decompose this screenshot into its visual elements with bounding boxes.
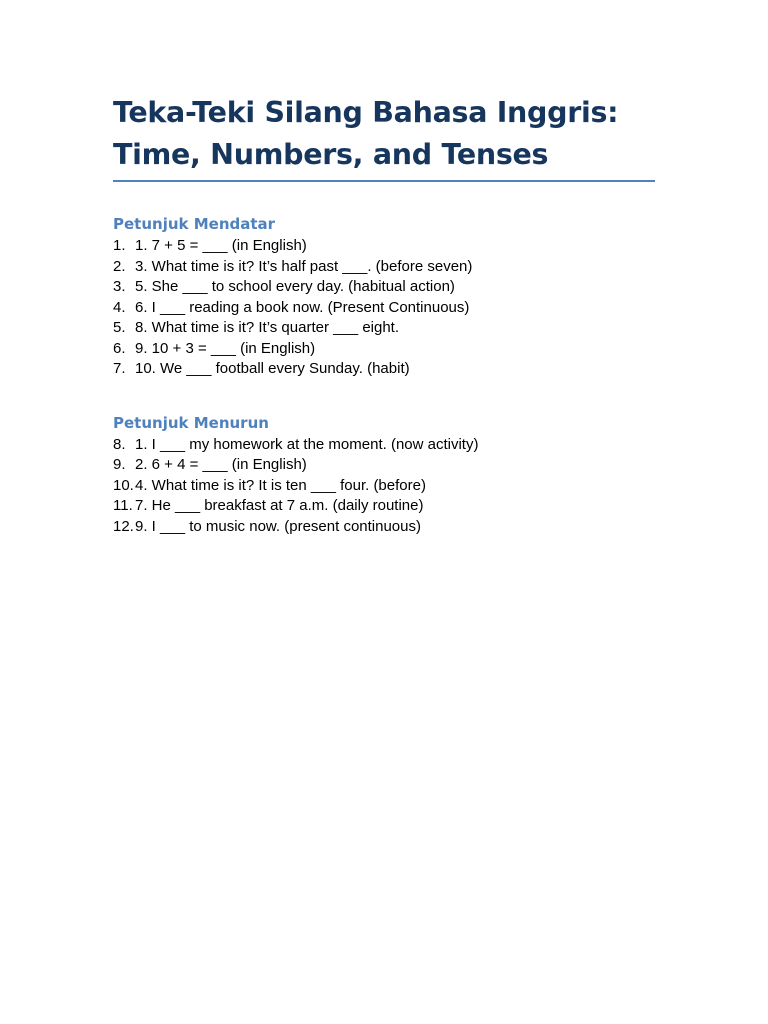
clue-text: 8. What time is it? It’s quarter ___ eight. — [135, 319, 400, 336]
clue-text: 9. I ___ to music now. (present continuous) — [135, 517, 421, 535]
list-item — [113, 517, 655, 538]
down-clues-heading: Petunjuk Menurun — [113, 413, 269, 432]
clue-text: 1. 7 + 5 = ___ (in English) — [135, 237, 307, 254]
across-clues-list — [113, 236, 655, 380]
list-item — [113, 435, 655, 456]
list-item — [113, 257, 655, 278]
list-number: 3. — [113, 278, 126, 295]
clue-text: 1. I ___ my homework at the moment. (now activity) — [135, 435, 479, 453]
list-number: 11. — [113, 497, 133, 514]
clue-text: 9. 10 + 3 = ___ (in English) — [135, 339, 316, 357]
list-number: 9. — [113, 456, 126, 473]
list-item — [113, 476, 655, 497]
clue-text: 4. What time is it? It is ten ___ four. (before) — [135, 476, 426, 494]
clue-text: 6. I ___ reading a book now. (Present Continuous) — [135, 298, 470, 316]
document-page — [113, 92, 655, 537]
list-number: 6. — [113, 339, 126, 357]
across-clues-heading: Petunjuk Mendatar — [113, 215, 276, 233]
list-number: 12. — [113, 517, 134, 535]
list-number: 2. — [113, 257, 126, 275]
list-number: 4. — [113, 298, 126, 316]
clue-text: 10. We ___ football every Sunday. (habit) — [135, 360, 410, 377]
list-number: 8. — [113, 435, 126, 453]
clue-text: 5. She ___ to school every day. (habitual action) — [135, 278, 455, 295]
list-number: 5. — [113, 319, 126, 336]
list-item — [113, 339, 655, 360]
list-item — [113, 277, 655, 298]
clue-text: 3. What time is it? It’s half past ___. (before seven) — [135, 257, 473, 275]
clue-text: 7. He ___ breakfast at 7 a.m. (daily routine) — [135, 497, 424, 514]
list-number: 1. — [113, 237, 126, 254]
clue-text: 2. 6 + 4 = ___ (in English) — [135, 456, 307, 473]
down-clues-list — [113, 435, 655, 538]
list-item — [113, 359, 655, 380]
list-item — [113, 236, 655, 257]
list-item — [113, 496, 655, 517]
list-number: 7. — [113, 360, 126, 377]
list-number: 10. — [113, 476, 134, 494]
document-title: Teka-Teki Silang Bahasa Inggris: Time, Numbers, and Tenses — [113, 92, 655, 182]
list-item — [113, 455, 655, 476]
list-item — [113, 318, 655, 339]
list-item — [113, 298, 655, 319]
